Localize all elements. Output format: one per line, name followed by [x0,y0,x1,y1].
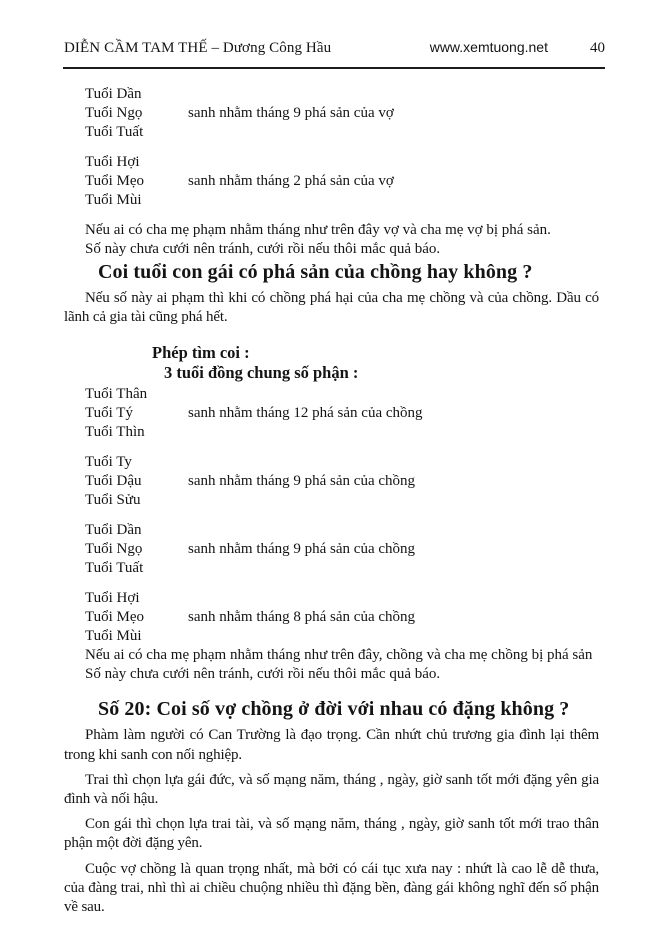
page-content [0,69,661,917]
age-label: Tuổi Dậu [85,473,142,490]
age-label: Tuổi Tuất [85,560,144,577]
age-row [64,491,599,510]
birth-month-note: sanh nhằm tháng 8 phá sản của chồng [188,609,416,626]
age-row [64,521,599,540]
method-title: Phép tìm coi : [152,343,250,363]
birth-month-note: sanh nhằm tháng 9 phá sản của chồng [188,541,416,558]
warning-line: Nếu ai có cha mẹ phạm nhằm tháng như trên đây vợ và cha mẹ vợ bị phá sản. [85,222,551,238]
age-group [64,85,599,142]
age-group [64,589,599,646]
warning-line: Số này chưa cưới nên tránh, cưới rồi nếu thôi mắc quả báo. [85,241,441,257]
age-group [64,521,599,578]
age-label: Tuổi Dần [85,86,142,102]
warning-line: Số này chưa cưới nên tránh, cưới rồi nếu thôi mắc quả báo. [85,666,441,683]
birth-month-note: sanh nhằm tháng 2 phá sản của vợ [188,173,394,189]
paragraph: Nếu số này ai phạm thì khi có chồng phá hại của cha mẹ chồng và của chồng. Dầu có lãnh cả gia tài cũng phá hết. [64,290,599,326]
age-row [64,104,599,123]
section-heading-so20: Số 20: Coi số vợ chồng ở đời với nhau có đặng không ? [98,698,570,721]
age-label: Tuổi Hợi [85,154,140,170]
age-label: Tuổi Sửu [85,492,141,509]
age-group [64,153,599,210]
age-label: Tuổi Mùi [85,192,142,208]
age-row [64,191,599,210]
paragraph: Cuộc vợ chồng là quan trọng nhất, mà bởi có cái tục xưa nay : nhứt là cao lễ dễ thưa, của đàng trai, nhì thì ai chiều chuộng nhiều thì đặng bền, đàng gái không nghĩ đến số phận về sau. [64,860,599,916]
age-label: Tuổi Tuất [85,124,144,140]
warning-line: Nếu ai có cha mẹ phạm nhằm tháng như trên đây, chồng và cha mẹ chồng bị phá sản [85,647,593,664]
age-row [64,172,599,191]
age-label: Tuổi Mẹo [85,609,145,626]
age-label: Tuổi Ngọ [85,105,143,121]
paragraph: Con gái thì chọn lựa trai tài, và số mạng năm, tháng , ngày, giờ sanh tốt mới trao thân phận một đời đặng yên. [64,816,599,852]
birth-month-note: sanh nhằm tháng 12 phá sản của chồng [188,405,423,422]
page-number: 40 [590,40,605,56]
method-subtitle: 3 tuổi đồng chung số phận : [164,363,359,383]
page-header [63,0,605,69]
age-row [64,404,599,423]
age-group [64,453,599,510]
age-row [64,423,599,442]
age-row [64,472,599,491]
age-row [64,123,599,142]
age-label: Tuổi Dần [85,522,142,539]
birth-month-note: sanh nhằm tháng 9 phá sản của chồng [188,473,416,490]
age-row [64,85,599,104]
age-label: Tuổi Tý [85,405,133,422]
book-title: DIỄN CẦM TAM THẾ – Dương Công Hầu [64,40,332,56]
age-label: Tuổi Thân [85,386,148,403]
age-row [64,589,599,608]
section-heading-daughter: Coi tuổi con gái có phá sản của chồng hay không ? [98,261,533,283]
age-label: Tuổi Ngọ [85,541,143,558]
age-row [64,627,599,646]
age-row [64,153,599,172]
age-label: Tuổi Ty [85,454,132,471]
age-row [64,385,599,404]
age-row [64,453,599,472]
age-label: Tuổi Mẹo [85,173,145,189]
age-label: Tuổi Thìn [85,424,145,441]
age-row [64,540,599,559]
age-row [64,608,599,627]
age-label: Tuổi Mùi [85,628,142,645]
age-group [64,385,599,442]
website-link[interactable]: www.xemtuong.net [429,39,548,55]
paragraph: Phàm làm người có Can Trường là đạo trọng. Cần nhứt chủ trương gia đình lại thêm trong khi sanh con nối nghiệp. [64,727,599,763]
birth-month-note: sanh nhằm tháng 9 phá sản của vợ [188,105,394,121]
age-label: Tuổi Hợi [85,590,140,607]
age-row [64,559,599,578]
paragraph: Trai thì chọn lựa gái đức, và số mạng năm, tháng , ngày, giờ sanh tốt mới đặng yên gia đình và nối hậu. [64,771,599,808]
